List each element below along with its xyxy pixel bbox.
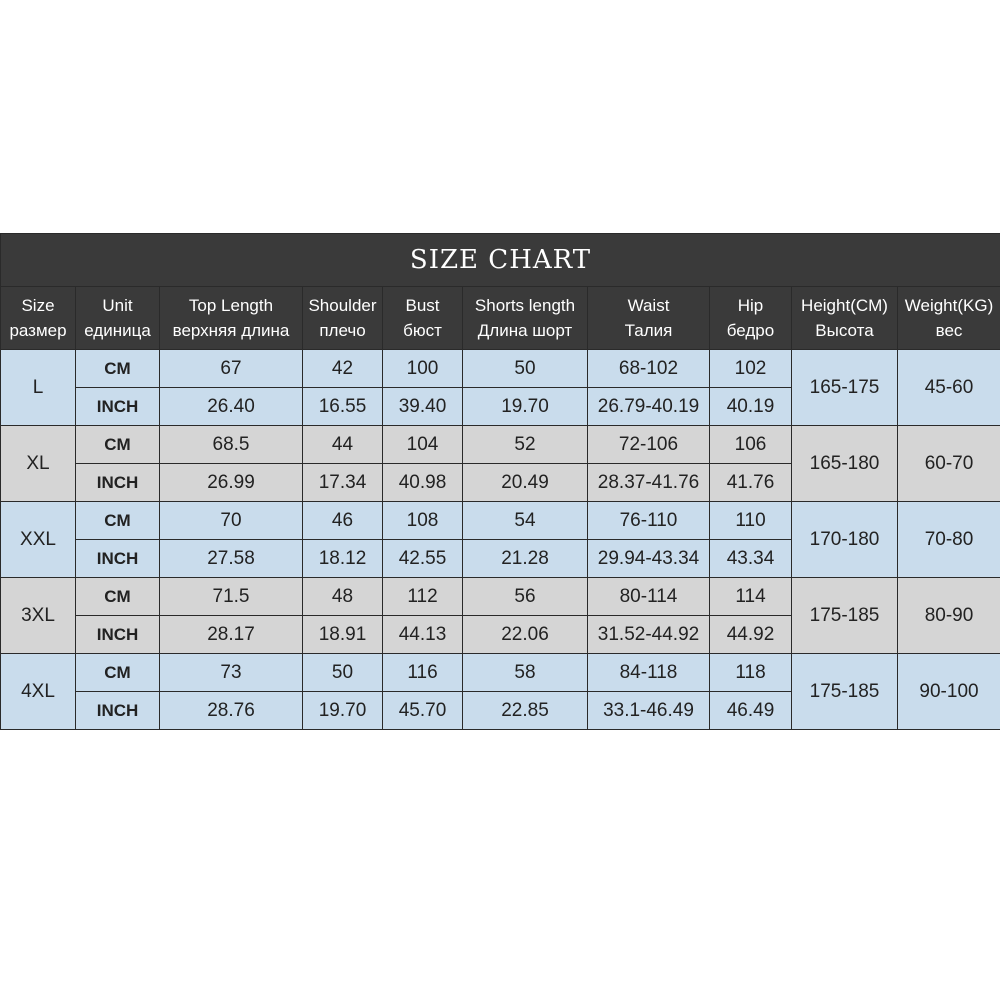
shoulder-cell: 44 — [303, 426, 383, 464]
shorts-length-cell: 22.06 — [463, 616, 588, 654]
unit-cell: INCH — [76, 616, 160, 654]
top-length-cell: 73 — [160, 654, 303, 692]
column-header-en: Weight(KG) — [904, 296, 994, 315]
column-header-ru: Длина шорт — [477, 321, 573, 340]
shoulder-cell: 19.70 — [303, 692, 383, 730]
size-cell: 3XL — [1, 578, 76, 654]
shorts-length-cell: 56 — [463, 578, 588, 616]
shorts-length-cell: 21.28 — [463, 540, 588, 578]
shoulder-cell: 42 — [303, 350, 383, 388]
waist-cell: 33.1-46.49 — [588, 692, 710, 730]
table-row — [1, 502, 1000, 540]
unit-cell: INCH — [76, 464, 160, 502]
shorts-length-cell: 54 — [463, 502, 588, 540]
hip-cell: 102 — [710, 350, 792, 388]
unit-cell: CM — [76, 578, 160, 616]
table-row — [1, 426, 1000, 464]
column-header — [792, 287, 898, 350]
column-header-ru: вес — [935, 321, 963, 340]
hip-cell: 41.76 — [710, 464, 792, 502]
shoulder-cell: 50 — [303, 654, 383, 692]
column-header-ru: бедро — [726, 321, 775, 340]
top-length-cell: 67 — [160, 350, 303, 388]
shorts-length-cell: 58 — [463, 654, 588, 692]
bust-cell: 100 — [383, 350, 463, 388]
table-row — [1, 350, 1000, 388]
table-row — [1, 654, 1000, 692]
bust-cell: 40.98 — [383, 464, 463, 502]
shorts-length-cell: 52 — [463, 426, 588, 464]
hip-cell: 118 — [710, 654, 792, 692]
unit-cell: INCH — [76, 540, 160, 578]
hip-cell: 43.34 — [710, 540, 792, 578]
unit-cell: CM — [76, 426, 160, 464]
column-header-ru: плечо — [319, 321, 366, 340]
waist-cell: 28.37-41.76 — [588, 464, 710, 502]
column-header-ru: единица — [84, 321, 151, 340]
shoulder-cell: 16.55 — [303, 388, 383, 426]
bust-cell: 42.55 — [383, 540, 463, 578]
column-header-en: Shoulder — [308, 296, 377, 315]
column-header — [710, 287, 792, 350]
bust-cell: 112 — [383, 578, 463, 616]
shorts-length-cell: 50 — [463, 350, 588, 388]
waist-cell: 26.79-40.19 — [588, 388, 710, 426]
hip-cell: 40.19 — [710, 388, 792, 426]
column-header-en: Bust — [405, 296, 440, 315]
weight-cell: 70-80 — [898, 502, 1000, 578]
column-header — [1, 287, 76, 350]
column-header-ru: размер — [9, 321, 67, 340]
waist-cell: 76-110 — [588, 502, 710, 540]
top-length-cell: 68.5 — [160, 426, 303, 464]
waist-cell: 72-106 — [588, 426, 710, 464]
top-length-cell: 71.5 — [160, 578, 303, 616]
column-header-en: Unit — [102, 296, 133, 315]
waist-cell: 84-118 — [588, 654, 710, 692]
column-header — [463, 287, 588, 350]
size-cell: L — [1, 350, 76, 426]
top-length-cell: 28.76 — [160, 692, 303, 730]
hip-cell: 114 — [710, 578, 792, 616]
size-cell: XL — [1, 426, 76, 502]
unit-cell: INCH — [76, 692, 160, 730]
column-header — [303, 287, 383, 350]
hip-cell: 46.49 — [710, 692, 792, 730]
chart-title: SIZE CHART — [1, 234, 1000, 287]
column-header-en: Hip — [737, 296, 764, 315]
shoulder-cell: 18.91 — [303, 616, 383, 654]
bust-cell: 39.40 — [383, 388, 463, 426]
top-length-cell: 26.40 — [160, 388, 303, 426]
column-header — [898, 287, 1000, 350]
size-chart — [0, 233, 1000, 730]
column-header-en: Shorts length — [474, 296, 576, 315]
shorts-length-cell: 20.49 — [463, 464, 588, 502]
column-header-en: Size — [21, 296, 55, 315]
unit-cell: INCH — [76, 388, 160, 426]
column-header-ru: бюст — [403, 321, 442, 340]
height-cell: 175-185 — [792, 578, 898, 654]
bust-cell: 108 — [383, 502, 463, 540]
column-header-ru: Высота — [815, 321, 874, 340]
bust-cell: 45.70 — [383, 692, 463, 730]
height-cell: 170-180 — [792, 502, 898, 578]
hip-cell: 106 — [710, 426, 792, 464]
column-header — [383, 287, 463, 350]
weight-cell: 45-60 — [898, 350, 1000, 426]
shorts-length-cell: 19.70 — [463, 388, 588, 426]
size-chart-table — [0, 233, 1000, 730]
table-row — [1, 578, 1000, 616]
weight-cell: 80-90 — [898, 578, 1000, 654]
top-length-cell: 26.99 — [160, 464, 303, 502]
column-header-ru: Талия — [624, 321, 673, 340]
column-header-en: Top Length — [188, 296, 274, 315]
bust-cell: 44.13 — [383, 616, 463, 654]
column-header-en: Height(CM) — [801, 296, 888, 315]
bust-cell: 116 — [383, 654, 463, 692]
unit-cell: CM — [76, 350, 160, 388]
weight-cell: 60-70 — [898, 426, 1000, 502]
waist-cell: 68-102 — [588, 350, 710, 388]
waist-cell: 31.52-44.92 — [588, 616, 710, 654]
shoulder-cell: 48 — [303, 578, 383, 616]
top-length-cell: 70 — [160, 502, 303, 540]
column-header-ru: верхняя длина — [172, 321, 290, 340]
shoulder-cell: 46 — [303, 502, 383, 540]
column-header — [76, 287, 160, 350]
shoulder-cell: 18.12 — [303, 540, 383, 578]
unit-cell: CM — [76, 502, 160, 540]
shorts-length-cell: 22.85 — [463, 692, 588, 730]
column-header-en: Waist — [627, 296, 670, 315]
weight-cell: 90-100 — [898, 654, 1000, 730]
height-cell: 175-185 — [792, 654, 898, 730]
hip-cell: 44.92 — [710, 616, 792, 654]
unit-cell: CM — [76, 654, 160, 692]
size-cell: XXL — [1, 502, 76, 578]
shoulder-cell: 17.34 — [303, 464, 383, 502]
waist-cell: 80-114 — [588, 578, 710, 616]
column-header — [588, 287, 710, 350]
height-cell: 165-175 — [792, 350, 898, 426]
height-cell: 165-180 — [792, 426, 898, 502]
column-header — [160, 287, 303, 350]
waist-cell: 29.94-43.34 — [588, 540, 710, 578]
header-row — [1, 287, 1000, 350]
top-length-cell: 27.58 — [160, 540, 303, 578]
top-length-cell: 28.17 — [160, 616, 303, 654]
table-body — [1, 350, 1000, 730]
bust-cell: 104 — [383, 426, 463, 464]
hip-cell: 110 — [710, 502, 792, 540]
size-cell: 4XL — [1, 654, 76, 730]
